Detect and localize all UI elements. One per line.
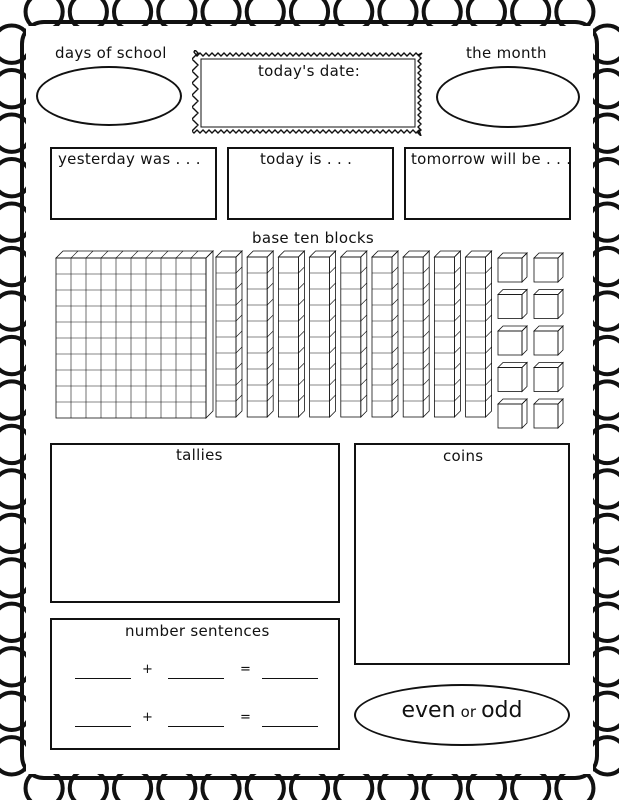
todays-date-label: today's date: <box>258 62 361 80</box>
coins-box[interactable] <box>354 443 570 665</box>
days-of-school-oval[interactable] <box>36 66 182 126</box>
yesterday-label: yesterday was . . . <box>58 150 201 168</box>
even-word: even <box>401 698 456 723</box>
number-sentences-title: number sentences <box>125 622 270 640</box>
sentence-1-blank-b[interactable] <box>168 678 224 679</box>
the-month-label: the month <box>466 44 547 62</box>
sentence-1-plus: + <box>142 662 153 677</box>
sentence-2-blank-c[interactable] <box>262 726 318 727</box>
sentence-2-blank-b[interactable] <box>168 726 224 727</box>
tomorrow-label: tomorrow will be . . . <box>411 150 572 168</box>
even-or-odd-label <box>354 698 570 723</box>
coins-label: coins <box>443 447 484 465</box>
today-label: today is . . . <box>260 150 353 168</box>
odd-word: odd <box>481 698 523 723</box>
sentence-2-plus: + <box>142 710 153 725</box>
sentence-2-blank-a[interactable] <box>75 726 131 727</box>
sentence-1-blank-c[interactable] <box>262 678 318 679</box>
tallies-label: tallies <box>176 446 223 464</box>
days-of-school-label: days of school <box>55 44 167 62</box>
base-ten-title: base ten blocks <box>252 229 375 247</box>
sentence-2-equals: = <box>240 710 251 725</box>
tallies-box[interactable] <box>50 443 340 603</box>
sentence-1-equals: = <box>240 662 251 677</box>
or-word: or <box>460 703 476 721</box>
sentence-1-blank-a[interactable] <box>75 678 131 679</box>
the-month-oval[interactable] <box>436 66 580 128</box>
